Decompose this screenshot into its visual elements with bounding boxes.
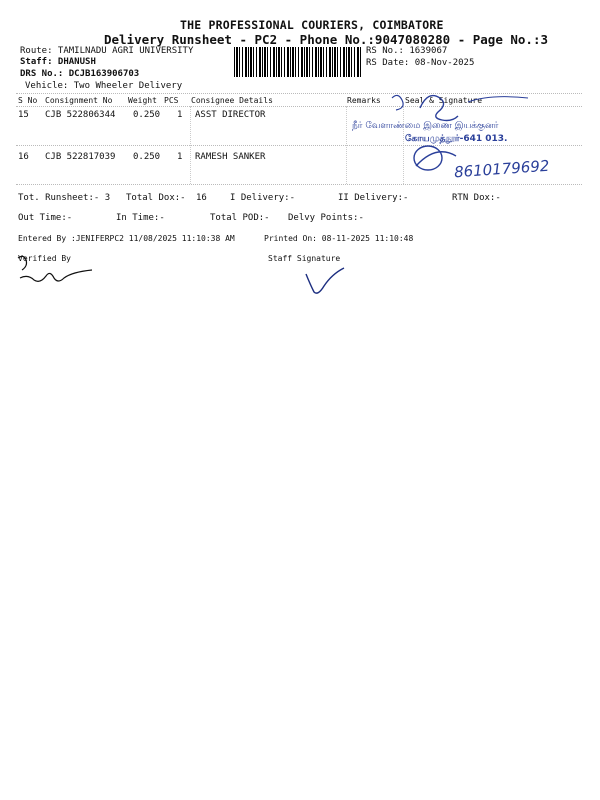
rs-date: RS Date: 08-Nov-2025 bbox=[366, 58, 475, 68]
staff-info: Staff: DHANUSH bbox=[20, 57, 96, 67]
handwritten-phone: 8610179692 bbox=[453, 156, 550, 182]
total-pod: Total POD:- bbox=[210, 213, 270, 223]
stamp-line-city: கோயமுத்தூர்-641 013. bbox=[405, 134, 508, 144]
col-remarks: Remarks bbox=[347, 96, 381, 105]
row-pcs: 1 bbox=[177, 152, 183, 162]
col-weight: Weight bbox=[128, 96, 157, 105]
row-sno: 16 bbox=[18, 152, 29, 162]
row-weight: 0.250 bbox=[133, 110, 161, 120]
col-consignee: Consignee Details bbox=[191, 96, 273, 105]
row-pcs: 1 bbox=[177, 110, 183, 120]
col-sno: S No bbox=[18, 96, 38, 105]
vehicle-info: Vehicle: Two Wheeler Delivery bbox=[25, 81, 183, 91]
row-consignee: RAMESH SANKER bbox=[195, 152, 266, 162]
total-dox-label: Total Dox:- bbox=[126, 193, 186, 203]
delvy-points: Delvy Points:- bbox=[288, 213, 364, 223]
row-consignment: CJB 522806344 bbox=[45, 110, 116, 120]
col-pcs: PCS bbox=[164, 96, 179, 105]
barcode bbox=[234, 47, 362, 77]
verifier-signature bbox=[12, 250, 102, 290]
row-weight: 0.250 bbox=[133, 152, 161, 162]
rs-number: RS No.: 1639067 bbox=[366, 46, 448, 56]
i-delivery: I Delivery:- bbox=[230, 193, 296, 203]
stamp-line-office: நீர் வேளாண்மை இணை இயக்குனர் bbox=[352, 121, 499, 131]
total-runsheet: Tot. Runsheet:- 3 bbox=[18, 193, 111, 203]
company-title: THE PROFESSIONAL COURIERS, COIMBATORE bbox=[180, 18, 444, 32]
in-time: In Time:- bbox=[116, 213, 165, 223]
out-time: Out Time:- bbox=[18, 213, 73, 223]
staff-signature-label: Staff Signature bbox=[268, 254, 341, 263]
rtn-dox: RTN Dox:- bbox=[452, 193, 501, 203]
row-consignment: CJB 522817039 bbox=[45, 152, 116, 162]
drs-number: DRS No.: DCJB163906703 bbox=[20, 69, 140, 79]
verified-by-label: Verified By bbox=[18, 254, 71, 263]
staff-signature-mark bbox=[300, 264, 350, 300]
total-dox-value: 16 bbox=[196, 193, 207, 203]
col-seal-signature: Seal & Signature bbox=[405, 96, 483, 105]
ii-delivery: II Delivery:- bbox=[338, 193, 409, 203]
row-sno: 15 bbox=[18, 110, 29, 120]
row-consignee: ASST DIRECTOR bbox=[195, 110, 266, 120]
entered-by: Entered By :JENIFERPC2 11/08/2025 11:10:38 AM bbox=[18, 234, 235, 243]
runsheet-subtitle: Delivery Runsheet - PC2 - Phone No.:9047080280 - Page No.:3 bbox=[104, 32, 549, 47]
route-info: Route: TAMILNADU AGRI UNIVERSITY bbox=[20, 46, 194, 56]
printed-on: Printed On: 08-11-2025 11:10:48 bbox=[264, 234, 414, 243]
col-consignment: Consignment No bbox=[45, 96, 113, 105]
